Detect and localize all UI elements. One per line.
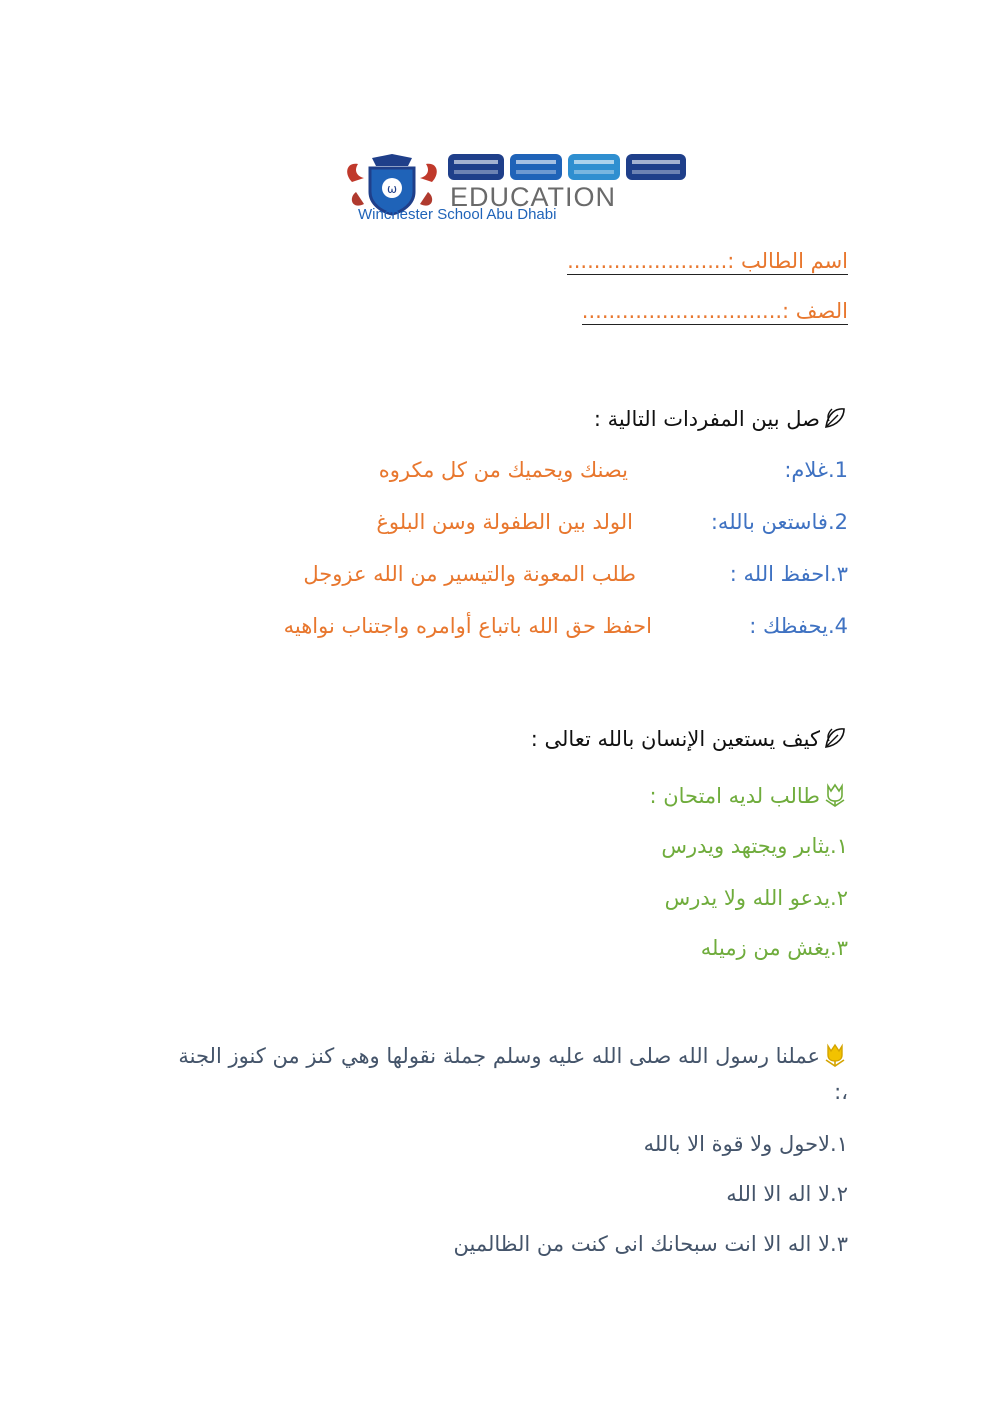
student-name-field[interactable] — [567, 249, 848, 273]
option-text: ١.لاحول ولا قوة الا بالله — [643, 1132, 848, 1156]
match-term: 4.يحفظك : — [749, 614, 848, 638]
match-definition: احفظ حق الله باتباع أوامره واجتناب نواهيه — [283, 614, 652, 638]
match-term: 2.فاستعن بالله: — [710, 510, 848, 534]
section1-heading — [594, 405, 848, 431]
option-text: ٣.لا اله الا انت سبحانك انى كنت من الظالمين — [453, 1232, 848, 1256]
gems-wordmark — [448, 152, 688, 182]
logo-school-name: Winchester School Abu Dhabi — [358, 206, 557, 223]
tulip-icon — [822, 782, 848, 808]
match-term: ٣.احفظ الله : — [729, 562, 848, 586]
class-field[interactable] — [582, 299, 848, 323]
class-label: الصف :.............................. — [581, 299, 848, 323]
option-text: ٢.يدعو الله ولا يدرس — [664, 886, 848, 910]
leaf-icon — [822, 405, 848, 431]
school-logo — [338, 148, 698, 228]
option-text: ٣.يغش من زميله — [700, 936, 848, 960]
match-definition: يصنك ويحميك من كل مكروه — [378, 458, 628, 482]
match-row-4 — [228, 614, 848, 648]
section2-heading — [531, 725, 848, 751]
section2-title: كيف يستعين الإنسان بالله تعالى : — [530, 727, 820, 751]
tulip-icon — [822, 1042, 848, 1068]
section1-title: صل بين المفردات التالية : — [593, 407, 820, 431]
match-row-3 — [248, 562, 848, 596]
option-text: ٢.لا اله الا الله — [726, 1182, 848, 1206]
dhikr-option-3 — [454, 1232, 848, 1256]
leaf-icon — [822, 725, 848, 751]
hadith-paragraph — [158, 1038, 848, 1110]
logo-education-text: EDUCATION — [450, 182, 617, 212]
exam-prompt-text: طالب لديه امتحان : — [649, 784, 820, 808]
match-row-2 — [328, 510, 848, 544]
dhikr-option-1 — [644, 1132, 848, 1156]
exam-option-1 — [661, 834, 848, 858]
match-definition: طلب المعونة والتيسير من الله عزوجل — [303, 562, 636, 586]
option-text: ١.يثابر ويجتهد ويدرس — [661, 834, 848, 858]
exam-option-3 — [701, 936, 848, 960]
match-row-1 — [328, 458, 848, 492]
exam-prompt — [649, 782, 848, 808]
match-term: 1.غلام: — [784, 458, 848, 482]
hadith-text: عملنا رسول الله صلى الله عليه وسلم جملة نقولها وهي كنز من كنوز الجنة ،: — [178, 1044, 848, 1104]
svg-text:ω: ω — [386, 182, 398, 196]
student-name-label: اسم الطالب :........................ — [567, 249, 848, 273]
dhikr-option-2 — [726, 1182, 848, 1206]
exam-option-2 — [665, 886, 848, 910]
match-definition: الولد بين الطفولة وسن البلوغ — [376, 510, 633, 534]
